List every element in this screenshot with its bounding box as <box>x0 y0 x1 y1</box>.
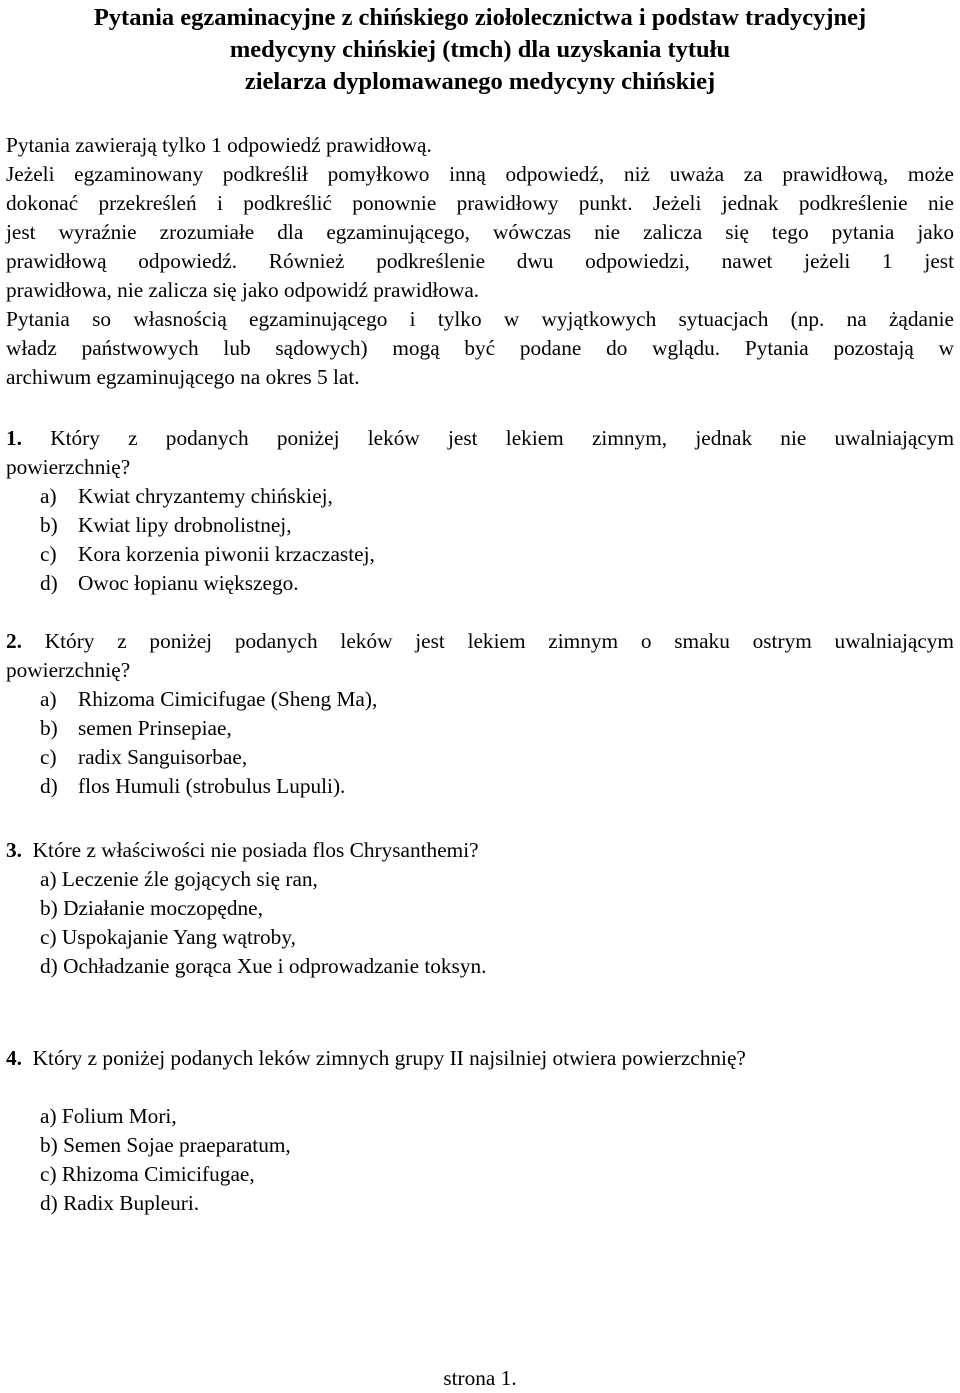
document-title <box>0 0 960 98</box>
answer-option-b[interactable]: b) Kwiat lipy drobnolistnej, <box>40 513 292 537</box>
answer-option-c[interactable]: c) Kora korzenia piwonii krzaczastej, <box>40 542 375 566</box>
question-number: 1. <box>6 426 22 450</box>
answer-option-d[interactable]: d) Owoc łopianu większego. <box>40 571 299 595</box>
intro-line: Jeżeli egzaminowany podkreślił pomyłkowo inną odpowiedź, niż uważa za prawidłową, może <box>6 162 954 186</box>
answer-options <box>6 685 954 801</box>
question-number: 2. <box>6 629 22 653</box>
answer-options <box>6 1102 954 1218</box>
instructions-paragraph <box>6 131 954 392</box>
question-text-continued: powierzchnię? <box>6 658 131 682</box>
answer-option-c[interactable]: c) radix Sanguisorbae, <box>40 745 248 769</box>
question-4 <box>6 1044 954 1218</box>
question-text: 3. Które z właściwości nie posiada flos Chrysanthemi? <box>6 838 479 862</box>
question-text: 1. Który z podanych poniżej leków jest lekiem zimnym, jednak nie uwalniającym <box>6 426 955 450</box>
question-3 <box>6 836 954 981</box>
title-line: zielarza dyplomawanego medycyny chińskiej <box>244 68 716 95</box>
answer-option-d[interactable]: d) Ochładzanie gorąca Xue i odprowadzanie toksyn. <box>40 954 487 978</box>
answer-option-c[interactable]: c) Uspokajanie Yang wątroby, <box>40 925 296 949</box>
answer-options <box>6 482 954 598</box>
title-line: medycyny chińskiej (tmch) dla uzyskania tytułu <box>229 36 731 63</box>
answer-option-a[interactable]: a) Folium Mori, <box>40 1104 177 1128</box>
question-text: 4. Który z poniżej podanych leków zimnych grupy II najsilniej otwiera powierzchnię? <box>6 1046 746 1070</box>
question-text-continued: powierzchnię? <box>6 455 131 479</box>
intro-line: Pytania so własnością egzaminującego i tylko w wyjątkowych sytuacjach (np. na żądanie <box>6 307 954 331</box>
answer-option-b[interactable]: b) Semen Sojae praeparatum, <box>40 1133 291 1157</box>
answer-option-c[interactable]: c) Rhizoma Cimicifugae, <box>40 1162 255 1186</box>
page-number: strona 1. <box>443 1366 517 1390</box>
question-number: 4. <box>6 1046 22 1070</box>
question-number: 3. <box>6 838 22 862</box>
answer-option-a[interactable]: a) Leczenie źle gojących się ran, <box>40 867 318 891</box>
intro-line: dokonać przekreśleń i podkreślić ponownie prawidłowy punkt. Jeżeli jednak podkreślenie nie <box>6 191 954 215</box>
answer-option-d[interactable]: d) Radix Bupleuri. <box>40 1191 200 1215</box>
answer-option-b[interactable]: b) semen Prinsepiae, <box>40 716 232 740</box>
question-1 <box>6 424 954 598</box>
answer-option-a[interactable]: a) Kwiat chryzantemy chińskiej, <box>40 484 333 508</box>
intro-line: Pytania zawierają tylko 1 odpowiedź prawidłową. <box>6 133 432 157</box>
answer-option-b[interactable]: b) Działanie moczopędne, <box>40 896 263 920</box>
answer-option-d[interactable]: d) flos Humuli (strobulus Lupuli). <box>40 774 346 798</box>
answer-option-a[interactable]: a) Rhizoma Cimicifugae (Sheng Ma), <box>40 687 378 711</box>
intro-line: jest wyraźnie zrozumiałe dla egzaminującego, wówczas nie zalicza się tego pytania jako <box>6 220 954 244</box>
intro-line: prawidłową odpowiedź. Również podkreślenie dwu odpowiedzi, nawet jeżeli 1 jest <box>6 249 954 273</box>
question-2 <box>6 627 954 801</box>
title-line: Pytania egzaminacyjne z chińskiego ziołolecznictwa i podstaw tradycyjnej <box>93 4 867 31</box>
intro-line: archiwum egzaminującego na okres 5 lat. <box>6 365 360 389</box>
answer-options <box>6 865 954 981</box>
intro-line: prawidłowa, nie zalicza się jako odpowidź prawidłowa. <box>6 278 480 302</box>
question-text: 2. Który z poniżej podanych leków jest lekiem zimnym o smaku ostrym uwalniającym <box>6 629 954 653</box>
intro-line: władz państwowych lub sądowych) mogą być podane do wglądu. Pytania pozostają w <box>6 336 954 360</box>
